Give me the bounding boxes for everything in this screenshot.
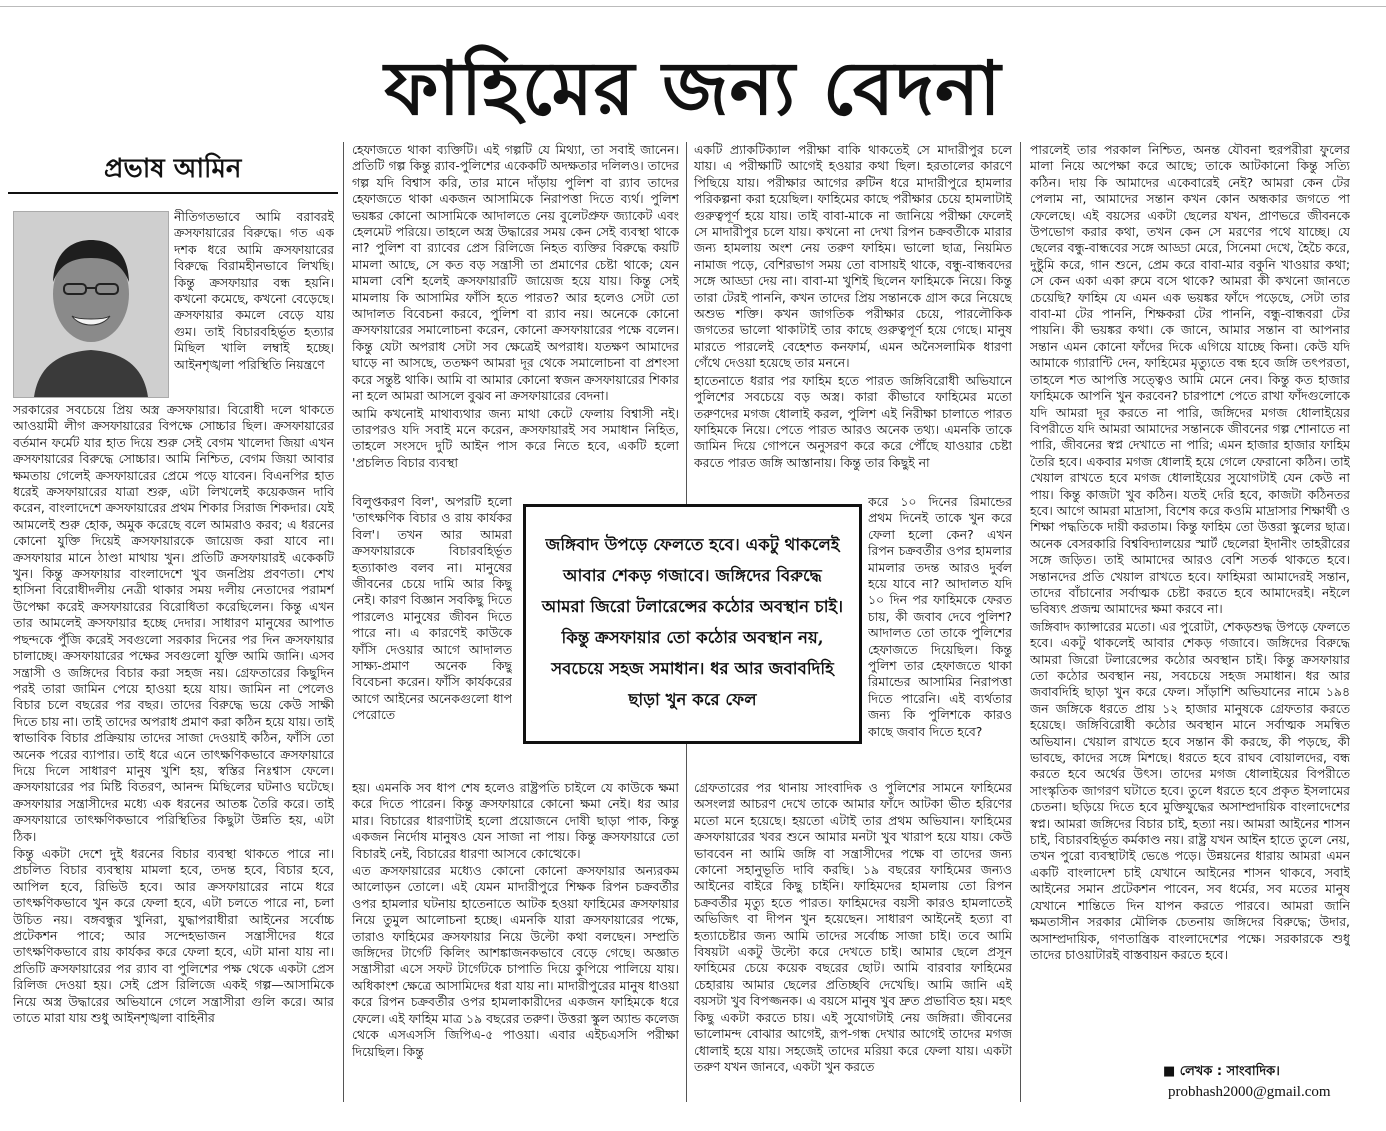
author-photo [13, 211, 169, 398]
byline-rule [8, 192, 338, 194]
paragraph: আমি কখনোই মাথাব্যথার জন্য মাথা কেটে ফেলায় বিশ্বাসী নই। তারপরও যদি সবাই মনে করেন, ক্রসফায়ারই সব সমাধান নিহিত, তাহলে সংসদে দুটি আইন পাস করে নিতে হবে, একটি হলো 'প্রচলিত বিচার ব্যবস্থা [352, 405, 679, 470]
column-2-top [352, 142, 679, 492]
column-1-intro [174, 209, 334, 401]
paragraph: একটি প্র্যাকটিক্যাল পরীক্ষা বাকি থাকতেই সে মাদারীপুর চলে যায়। এ পরীক্ষাটি আগেই হওয়ার কথা ছিল। হরতালের কারণে পিছিয়ে যায়। পরীক্ষার আগের রুটিন ধরে মাদারীপুরে হামলার পরিকল্পনা করা হয়েছিল। ফাহিমের কাছে পরীক্ষার চেয়ে হামলাটাই গুরুত্বপূর্ণ হয়ে যায়। তাই বাবা-মাকে না জানিয়ে পরীক্ষা ফেলেই সে মাদারীপুর চলে যায়। কখনো না দেখা রিপন চক্রবর্তীকে মারার জন্য হামলায় অংশ নেয় তরুণ ফাহিম। ভালো ছাত্র, নিয়মিত নামাজ পড়ে, বেশিরভাগ সময় তো বাসায়ই থাকে, বন্ধু-বান্ধবদের সঙ্গে আড্ডা দেয় না। বাবা-মা খুশিই ছিলেন ফাহিমকে নিয়ে। কিন্তু তারা টেরই পাননি, কখন তাদের প্রিয় সন্তানকে গ্রাস করে নিয়েছে অশুভ শক্তি। কখন জাগতিক পরীক্ষার চেয়ে, পারলৌকিক জগতের ভালো থাকাটাই তার কাছে গুরুত্বপূর্ণ হয়ে গেছে। মানুষ মারতে পারলেই বেহেশত কনফার্ম, এমন অনৈসলামিক ধারণা গেঁথে দেওয়া হয়েছে তার মননে। [694, 142, 1012, 371]
column-divider [343, 142, 344, 1102]
top-strip [0, 0, 1386, 7]
headline: ফাহিমের জন্য বেদনা [384, 46, 1002, 132]
paragraph: জঙ্গিবাদ ক্যান্সারের মতো। এর পুরোটা, শেকড়শুদ্ধ উপড়ে ফেলতে হবে। একটু থাকলেই আবার শেকড় গজাবে। জঙ্গিদের বিরুদ্ধে আমরা জিরো টলারেন্সের কঠোর অবস্থান চাই। কিন্তু ক্রসফায়ার তো কঠোর অবস্থান নয়, সবচেয়ে সহজ সমাধান। ধর আর জবাবদিহি ছাড়া খুন করে ফেল। সাঁড়াশি অভিযানের নামে ১৯৪ জন জঙ্গিকে ধরতে প্রায় ১২ হাজার মানুষকে গ্রেফতার করতে হয়েছে। জঙ্গিবিরোধী কঠোর অবস্থান মানে সর্বাত্মক সমন্বিত অভিযান। খেয়াল রাখতে হবে সন্তান কী করছে, কী পড়ছে, কী ভাবছে, কাদের সঙ্গে মিশছে। ধরতে হবে রাঘব বোয়ালদের, বন্ধ করতে হবে অর্থের উৎস। তাদের মগজ ধোলাইয়ের বিপরীতে সাংস্কৃতিক জাগরণ ঘটাতে হবে। তুলে ধরতে হবে প্রকৃত ইসলামের চেতনা। ছড়িয়ে দিতে হবে মুক্তিযুদ্ধের অসাম্প্রদায়িক বাংলাদেশের স্বপ্ন। আমরা জঙ্গিদের বিচার চাই, হত্যা নয়। আমরা আইনের শাসন চাই, বিচারবহির্ভূত কর্মকাণ্ড নয়। রাষ্ট্র যখন আইন হাতে তুলে নেয়, তখন পুরো ব্যবস্থাটাই ভেঙে পড়ে। উন্নয়নের ধারায় আমরা এমন একটি বাংলাদেশ চাই যেখানে আইনের শাসন থাকবে, সবাই আইনের সমান প্রটেকশন পাবেন, সব ধর্মের, সব মতের মানুষ যেখানে শান্তিতে দিন যাপন করতে পারবে। আমরা জানি ক্ষমতাসীন সরকার মৌলিক চেতনায় জঙ্গিদের বিরুদ্ধে; উদার, অসাম্প্রদায়িক, গণতান্ত্রিক বাংলাদেশের পক্ষে। সরকারকে শুধু তাদের চাওয়াটারই বাস্তবায়ন করতে হবে। [1030, 618, 1350, 962]
paragraph: হয়। এমনকি সব ধাপ শেষ হলেও রাষ্ট্রপতি চাইলে যে কাউকে ক্ষমা করে দিতে পারেন। কিন্তু ক্রসফায়ারে কোনো ক্ষমা নেই। ধর আর মার। বিচারের ধারণাটাই হলো প্রয়োজনে দোষী ছাড়া পাক, কিন্তু একজন নির্দোষ মানুষও যেন সাজা না পায়। কিন্তু ক্রসফায়ারে তো বিচারই নেই, বিচারের ধারণা আসবে কোত্থেকে। [352, 780, 679, 861]
column-1 [13, 402, 334, 1100]
paragraph: এত ক্রসফায়ারের মধ্যেও কোনো কোনো ক্রসফায়ার অন্যরকম আলোড়ন তোলে। এই যেমন মাদারীপুরে শিক্ষক রিপন চক্রবর্তীর ওপর হামলার ঘটনায় হাতেনাতে আটক হওয়া ফাহিমের ক্রসফায়ার নিয়ে তুমুল আলোচনা হচ্ছে। এমনকি যারা ক্রসফায়ারের পক্ষে, তারাও ফাহিমের ক্রসফায়ার নিয়ে উল্টো কথা বলছেন। সম্প্রতি জঙ্গিদের টার্গেট কিলিং আশঙ্কাজনকভাবে বেড়ে গেছে। অজ্ঞাত সন্ত্রাসীরা এসে সফট টার্গেটকে চাপাতি দিয়ে কুপিয়ে পালিয়ে যায়। অধিকাংশ ক্ষেত্রে আসামিদের ধরা যায় না। মাদারীপুরের মানুষ ধাওয়া করে রিপন চক্রবর্তীর ওপর হামলাকারীদের একজন ফাহিমকে ধরে ফেলে। এই ফাহিম মাত্র ১৯ বছরের তরুণ। উত্তরা স্কুল অ্যান্ড কলেজ থেকে এসএসসি জিপিএ-৫ পাওয়া। এবার এইচএসসি পরীক্ষা দিয়েছিল। কিন্তু [352, 863, 679, 1059]
paragraph: হাতেনাতে ধরার পর ফাহিম হতে পারত জঙ্গিবিরোধী অভিযানে পুলিশের সবচেয়ে বড় অস্ত্র। কারা কীভাবে ফাহিমের মতো তরুণদের মগজ ধোলাই করল, পুলিশ এই নিরীক্ষা চালাতে পারত ফাহিমকে নিয়ে। পেতে পারত আরও অনেক তথ্য। এমনকি তাকে জামিন দিয়ে গোপনে অনুসরণ করে করে পৌঁছে যাওয়ার চেষ্টা করতে পারত জঙ্গি আস্তানায়। কিন্তু তার কিছুই না [694, 372, 1012, 470]
paragraph: পারলেই তার পরকাল নিশ্চিত, অনন্ত যৌবনা হুরপরীরা ফুলের মালা নিয়ে অপেক্ষা করে আছে; তাকে আটকানো কিন্তু সত্যি কঠিন। দায় কি আমাদের একেবারেই নেই? আমরা কেন টের পেলাম না, আমাদের সন্তান কখন কোন অন্ধকার জগতে পা ফেলেছে। এই বয়সের একটা ছেলের যখন, প্রাণভরে জীবনকে উপভোগ করার কথা, তখন কেন সে মরণের পথে যাচ্ছে। যে ছেলের বন্ধু-বান্ধবের সঙ্গে আড্ডা মেরে, সিনেমা দেখে, হৈচৈ করে, দুষ্টুমি করে, গান শুনে, প্রেম করে বাবা-মার বকুনি খাওয়ার কথা; সে কেন একা একা রুমে বসে থাকে? আমরা কী কখনো জানতে চেয়েছি? ফাহিম যে এমন এক ভয়ঙ্কর ফাঁদে পড়েছে, সেটা তার বাবা-মা টের পাননি, শিক্ষকরা টের পাননি, বন্ধু-বান্ধবরা টের পায়নি। কী ভয়ঙ্কর কথা। কে জানে, আমার সন্তান বা আপনার সন্তান এমন কোনো ফাঁদের দিকে এগিয়ে যাচ্ছে কিনা। কেউ যদি আমাকে গ্যারান্টি দেন, ফাহিমের মৃত্যুতে বন্ধ হবে জঙ্গি তৎপরতা, তাহলে শত আপত্তি সত্ত্বেও আমি মেনে নেব। কিন্তু কত হাজার ফাহিমকে আপনি খুন করবেন? চারপাশে পেতে রাখা ফাঁদগুলোকে যদি আমরা দূর করতে না পারি, জঙ্গিদের মগজ ধোলাইয়ের বিপরীতে যদি আমরা আমাদের সন্তানকে জীবনের গল্প শোনাতে না পারি, জীবনের স্বপ্ন দেখাতে না পারি; এমন হাজার হাজার ফাহিম তৈরি হবে। একবার মগজ ধোলাই হয়ে গেলে ফেরানো কঠিন। তাই খেয়াল রাখতে হবে মগজ ধোলাইয়ের সুযোগটাই যেন কেউ না পায়। কিন্তু কাজটা খুব কঠিন। যতই দেরি হবে, কাজটা কঠিনতর হবে। আগে আমরা মাদ্রাসা, বিশেষ করে কওমি মাদ্রাসার শিক্ষার্থী ও শিক্ষা পদ্ধতিকে দায়ী করতাম। কিন্তু ফাহিম তো উত্তরা স্কুলের ছাত্র। অনেক বেসরকারি বিশ্ববিদ্যালয়ের স্মার্ট ছেলেরা ইদানীং তাহরীরের সঙ্গে জড়িত। তাই আমাদের আরও বেশি সতর্ক থাকতে হবে। সন্তানদের প্রতি খেয়াল রাখতে হবে। ফাহিমরা আমাদেরই সন্তান, তাদের বাঁচানোর সর্বাত্মক চেষ্টা করতে হবে আমাদেরই। নইলে ভবিষ্যৎ প্রজন্ম আমাদের ক্ষমা করবে না। [1030, 142, 1350, 617]
byline: প্রভাষ আমিন [104, 154, 242, 184]
paragraph: হেফাজতে থাকা ব্যক্তিটি। এই গল্পটি যে মিথ্যা, তা সবাই জানেন। প্রতিটি গল্প কিন্তু র‍্যাব-পুলিশের একেকটি অদক্ষতার দলিলও। তাদের গল্প যদি বিশ্বাস করি, তার মানে দাঁড়ায় পুলিশ বা র‍্যাব তাদের হেফাজতে থাকা একজন আসামিকে নিরাপত্তা দিতে ব্যর্থ। পুলিশ ভয়ঙ্কর কোনো আসামিকে আদালতে নেয় বুলেটপ্রুফ জ্যাকেট এবং হেলমেট পরিয়ে। তাহলে অস্ত্র উদ্ধারের সময় কেন সেই ব্যবস্থা থাকে না? পুলিশ বা র‍্যাবের প্রেস রিলিজে নিহত ব্যক্তির বিরুদ্ধে কয়টি মামলা আছে, সে কত বড় সন্ত্রাসী তা প্রমাণের চেষ্টা থাকে; যেন মামলা বেশি হলেই ক্রসফায়ারটি জায়েজ হয়ে যায়। কিন্তু সেই মামলায় কি আসামির ফাঁসি হতে পারত? আর হলেও সেটা তো আদালত বিবেচনা করবে, পুলিশ বা র‍্যাব নয়। অনেকে কোনো ক্রসফায়ারের সমালোচনা করেন, কোনো ক্রসফায়ারের পক্ষে বলেন। কিন্তু যেটা অপরাধ সেটা সব ক্ষেত্রেই অপরাধ। যতক্ষণ আমাদের ঘাড়ে না আসছে, ততক্ষণ আমরা দূর থেকে সমালোচনা বা প্রশংসা করে সন্তুষ্ট থাকি। আমি বা আমার কোনো স্বজন ক্রসফায়ারের শিকার না হলে আমরা আসলে বুঝব না ক্রসফায়ারের বেদনা। [352, 142, 679, 404]
column-3-bottom [694, 780, 1012, 1100]
column-3-top [694, 142, 1012, 492]
paragraph: কিন্তু একটা দেশে দুই ধরনের বিচার ব্যবস্থা থাকতে পারে না। প্রচলিত বিচার ব্যবস্থায় মামলা হবে, তদন্ত হবে, বিচার হবে, আপিল হবে, রিভিউ হবে। আর ক্রসফায়ারের নামে ধরে তাৎক্ষণিকভাবে খুন করে ফেলা হবে, এটা চলতে পারে না, চলা উচিত নয়। বঙ্গবন্ধুর খুনিরা, যুদ্ধাপরাধীরা আইনের সর্বোচ্চ প্রটেকশন পাবে; আর সন্দেহভাজন সন্ত্রাসীদের ধরে তাৎক্ষণিকভাবে রায় কার্যকর করে ফেলা হবে, এটা মানা যায় না। প্রতিটি ক্রসফায়ারের পর র‍্যাব বা পুলিশের পক্ষ থেকে একটা প্রেস রিলিজ দেওয়া হয়। সেই প্রেস রিলিজে একই গল্প—আসামিকে নিয়ে অস্ত্র উদ্ধারের অভিযানে গেলে সন্ত্রাসীরা গুলি করে। আর তাতে মারা যায় শুধু আইনশৃঙ্খলা বাহিনীর [13, 845, 334, 1026]
paragraph: বিলুপ্তকরণ বিল', অপরটি হলো 'তাৎক্ষণিক বিচার ও রায় কার্যকর বিল'। তখন আর আমরা ক্রসফায়ারকে বিচারবহির্ভূত হত্যাকাণ্ড বলব না। মানুষের জীবনের চেয়ে দামি আর কিছু নেই। কারণ বিজ্ঞান সবকিছু দিতে পারলেও মানুষের জীবন দিতে পারে না। এ কারণেই কাউকে ফাঁসি দেওয়ার আগে আদালত সাক্ষ্য-প্রমাণ অনেক কিছু বিবেচনা করেন। ফাঁসি কার্যকরের আগে আইনের অনেকগুলো ধাপ পেরোতে [352, 494, 512, 723]
author-portrait-icon [14, 212, 168, 397]
pull-quote: জঙ্গিবাদ উপড়ে ফেলতে হবে। একটু থাকলেই আবার শেকড় গজাবে। জঙ্গিদের বিরুদ্ধে আমরা জিরো টলারেন্সের কঠোর অবস্থান চাই। কিন্তু ক্রসফায়ার তো কঠোর অবস্থান নয়, সবচেয়ে সহজ সমাধান। ধর আর জবাবদিহি ছাড়া খুন করে ফেল [523, 504, 862, 744]
paragraph: সরকারের সবচেয়ে প্রিয় অস্ত্র ক্রসফায়ার। বিরোধী দলে থাকতে আওয়ামী লীগ ক্রসফায়ারের বিপক্ষে সোচ্চার ছিল। ক্রসফায়ারের বর্তমান ফর্মেট যার হাত দিয়ে শুরু সেই বেগম খালেদা জিয়া এখন ক্রসফায়ারের বিরুদ্ধে সোচ্চার। আমি নিশ্চিত, বেগম জিয়া আবার ক্ষমতায় গেলেই ক্রসফায়ারের প্রেমে পড়ে যাবেন। বিএনপির হাত ধরেই ক্রসফায়ারের যাত্রা শুরু, এটা লিখলেই কয়েকজন দাবি করেন, বাংলাদেশে ক্রসফায়ারের প্রথম শিকার সিরাজ শিকদার। যেই আমলেই শুরু হোক, অমুক করেছে বলে আমরাও করব; এ ধরনের কোনো যুক্তি দিয়েই ক্রসফায়ারকে জায়েজ করা যাবে না। ক্রসফায়ার মানে ঠাণ্ডা মাথায় খুন। প্রতিটি ক্রসফায়ারই একেকটি খুন। কিন্তু ক্রসফায়ার বাংলাদেশে খুব জনপ্রিয় প্রবণতা। শেখ হাসিনা বিরোধীদলীয় নেত্রী থাকার সময় দলীয় নেতাদের পরামর্শ উপেক্ষা করেই ক্রসফায়ারের বিরোধিতা করেছিলেন। কিন্তু এখন তার আমলেই ক্রসফায়ার হচ্ছে দেদার। সাধারণ মানুষের আপাত পছন্দকে পুঁজি করেই সবগুলো সরকার দিনের পর দিন ক্রসফায়ার চালাচ্ছে। ক্রসফায়ারের পক্ষের সবগুলো যুক্তি আমি জানি। এসব সন্ত্রাসী ও জঙ্গিদের বিচার করা সহজ নয়। গ্রেফতারের কিছুদিন পরই তারা জামিন পেয়ে হাওয়া হয়ে যায়। জামিন না পেলেও বিচার চলে বছরের পর বছর। তাদের বিরুদ্ধে ভয়ে কেউ সাক্ষী দিতে চায় না। তাই তাদের অপরাধ প্রমাণ করা কঠিন হয়ে যায়। তাই স্বাভাবিক বিচার প্রক্রিয়ায় তাদের সাজা দেওয়াই কঠিন, ফাঁসি তো অনেক পরের ব্যাপার। তাই ধরে এনে তাৎক্ষণিকভাবে ক্রসফায়ারে দিয়ে দিলে সাধারণ মানুষ খুশি হয়, স্বস্তির নিঃশ্বাস ফেলে। ক্রসফায়ারের পর মিষ্টি বিতরণ, আনন্দ মিছিলের ঘটনাও ঘটেছে। ক্রসফায়ার সন্ত্রাসীদের মধ্যে এক ধরনের আতঙ্ক তৈরি করে। তাই ক্রসফায়ারে তাৎক্ষণিকভাবে পরিস্থিতির কিছুটা উন্নতি হয়, এটা ঠিক। [13, 402, 334, 844]
intro-paragraph: নীতিগতভাবে আমি বরাবরই ক্রসফায়ারের বিরুদ্ধে। গত এক দশক ধরে আমি ক্রসফায়ারের বিরুদ্ধে বিরামহীনভাবে লিখছি। কিন্তু ক্রসফায়ার বন্ধ হয়নি। কখনো কমেছে, কখনো বেড়েছে। ক্রসফায়ার কমলে বেড়ে যায় গুম। তাই বিচারবহির্ভূত হত্যার মিছিল খালি লম্বাই হচ্ছে। আইনশৃঙ্খলা পরিস্থিতি নিয়ন্ত্রণে [174, 209, 334, 372]
author-signoff: ■ লেখক : সাংবাদিক। [1163, 1064, 1280, 1079]
paragraph: গ্রেফতারের পর থানায় সাংবাদিক ও পুলিশের সামনে ফাহিমের অসংলগ্ন আচরণ দেখে তাকে আমার ফাঁদে আটকা ভীত হরিণের মতো মনে হয়েছে। হয়তো এটাই তার প্রথম অভিযান। ফাহিমের ক্রসফায়ারের খবর শুনে আমার মনটা খুব খারাপ হয়ে যায়। কেউ ভাববেন না আমি জঙ্গি বা সন্ত্রাসীদের পক্ষে বা তাদের জন্য কোনো সহানুভূতি দাবি করছি। ১৯ বছরের ফাহিমের জন্যও আইনের বাইরে কিছু চাইনি। ফাহিমদের হামলায় তো রিপন চক্রবর্তীর মৃত্যু হতে পারত। ফাহিমদের বয়সী কারও হামলাতেই অভিজিৎ বা দীপন খুন হয়েছেন। সাধারণ আইনেই হত্যা বা হত্যাচেষ্টার জন্য আমি তাদের সর্বোচ্চ সাজা চাই। তবে আমি বিষয়টা একটু উল্টো করে দেখতে চাই। আমার ছেলে প্রসূন ফাহিমের চেয়ে কয়েক বছরের ছোট। আমি বারবার ফাহিমের চেহারায় আমার ছেলের প্রতিচ্ছবি দেখেছি। আমি জানি এই বয়সটা খুব বিপজ্জনক। এ বয়সে মানুষ খুব দ্রুত প্রভাবিত হয়। মহৎ কিছু একটা করতে চায়। এই সুযোগটাই নেয় জঙ্গিরা। জীবনের ভালোমন্দ বোঝার আগেই, রূপ-গন্ধ দেখার আগেই তাদের মগজ ধোলাই হয়ে যায়। সহজেই তাদের মরিয়া করে ফেলা যায়। একটা তরুণ যখন জানবে, একটা খুন করতে [694, 780, 1012, 1074]
column-2-bottom [352, 780, 679, 1100]
column-divider [1020, 142, 1021, 1102]
column-4 [1030, 142, 1350, 1057]
column-3-narrow [868, 494, 1012, 776]
paragraph: করে ১০ দিনের রিমান্ডের প্রথম দিনেই তাকে খুন করে ফেলা হলো কেন? এখন রিপন চক্রবর্তীর ওপর হামলার মামলার তদন্ত আরও দুর্বল হয়ে যাবে না? আদালত যদি ১০ দিন পর ফাহিমকে ফেরত চায়, কী জবাব দেবে পুলিশ? আদালত তো তাকে পুলিশের হেফাজতে দিয়েছিল। কিন্তু পুলিশ তার হেফাজতে থাকা রিমান্ডের আসামির নিরাপত্তা দিতে পারেনি। এই ব্যর্থতার জন্য কি পুলিশকে কারও কাছে জবাব দিতে হবে? [868, 494, 1012, 739]
column-2-narrow [352, 494, 512, 776]
author-email[interactable]: probhash2000@gmail.com [1168, 1084, 1331, 1100]
